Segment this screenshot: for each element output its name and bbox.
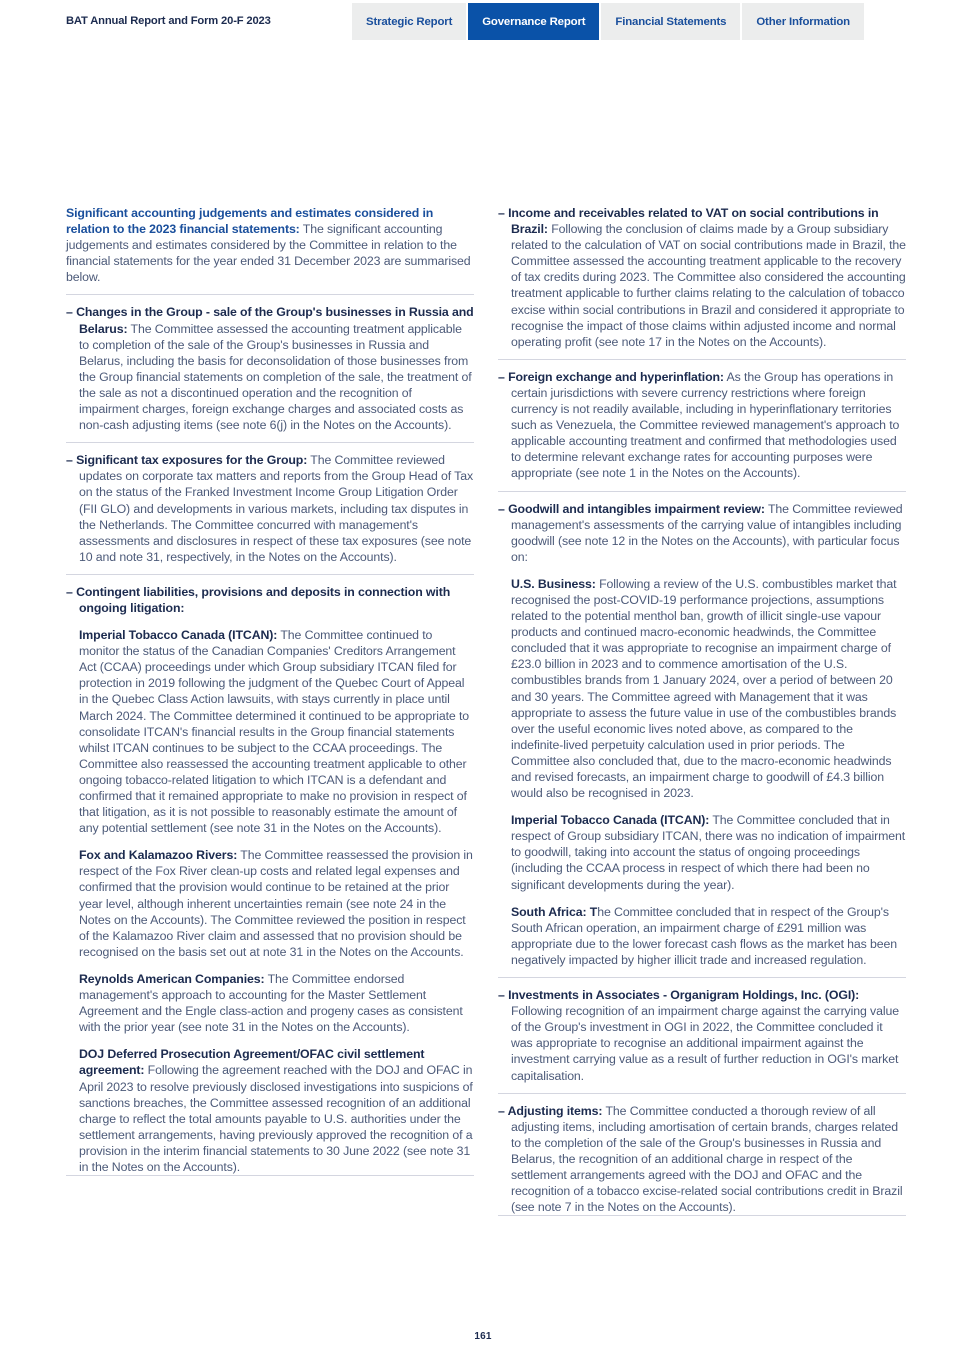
item-heading-paragraph bbox=[66, 584, 474, 616]
sub-item-body: The Committee endorsed management's approach to accounting for the Master Settlement Agreement and the Engle class-action and progeny cases as consistent with the prior year (see note 31 in the Notes on the Accounts). bbox=[79, 971, 463, 1035]
bullet-dash-icon: – bbox=[498, 1103, 508, 1118]
item-body: The Committee conducted a thorough review of all adjusting items, including amortisation of certain brands, charges related to the completion of the sale of the Group's businesses in Russia and Belarus, the recognition of an additional charge in respect of the settlement arrangements agreed with the DOJ and OFAC and the recognition of a tobacco excise-related social contributions credit in Brazil (see note 7 in the Notes on the Accounts). bbox=[511, 1103, 903, 1215]
item-paragraph bbox=[498, 501, 906, 565]
bullet-dash-icon: – bbox=[498, 206, 509, 220]
document-title: BAT Annual Report and Form 20-F 2023 bbox=[66, 15, 271, 27]
item-lead: Investments in Associates - Organigram Holdings, Inc. (OGI): bbox=[508, 988, 860, 1003]
item-body: The Committee reviewed management's assessments of the carrying value of intangibles including goodwill (see note 12 in the Notes on the Accounts), with particular focus on: bbox=[511, 501, 903, 564]
item-paragraph bbox=[498, 1103, 906, 1216]
sub-item-lead: Fox and Kalamazoo Rivers: bbox=[79, 848, 238, 863]
item-body: The Committee assessed the accounting treatment applicable to completion of the sale of the Group's businesses in Russia and Belarus, including the basis for deconsolidation of those businesses from the Group financial statements on completion of the sale, the treatment of the sale as not a discontinued operation and the recognition of impairment charges, foreign exchange charges and associated costs as non-cash adjusting items (see note 6(j) in the Notes on the Accounts). bbox=[79, 321, 472, 433]
item-paragraph bbox=[66, 304, 474, 433]
bullet-dash-icon: – bbox=[66, 584, 77, 599]
sub-item-lead: Imperial Tobacco Canada (ITCAN): bbox=[511, 813, 710, 828]
sub-item-lead: South Africa: T bbox=[511, 904, 598, 919]
section-tab-bar bbox=[352, 3, 864, 40]
item-body: Following recognition of an impairment charge against the carrying value of the Group's investment in OGI in 2022, the Committee concluded it was appropriate to recognise an additional impairment against the investment carrying value as a result of further reduction in OGI's market capitalisation. bbox=[511, 1004, 899, 1083]
sub-item-doj-ofac bbox=[66, 1046, 474, 1175]
sub-item-body: The Committee reassessed the provision in respect of the Fox River clean-up costs and related legal expenses and confirmed that the provision would continue to be retained at the prior year level, although inherent uncertainties remain (see note 24 in the Notes on the Accounts). The Committee reviewed the position in respect of the Kalamazoo River claim and assessed that no provision should be recognised on the basis set out at note 31 in the Notes on the Accounts. bbox=[79, 848, 473, 959]
sub-item-lead: U.S. Business: bbox=[511, 576, 596, 591]
item-vat-brazil bbox=[498, 205, 906, 356]
intro-block bbox=[66, 205, 474, 291]
item-adjusting-items bbox=[498, 1093, 906, 1217]
intro-heading: Significant accounting judgements and estimates considered in relation to the 2023 financial statements: bbox=[66, 206, 434, 237]
sub-item-lead: Imperial Tobacco Canada (ITCAN): bbox=[79, 628, 278, 643]
item-changes-in-group bbox=[66, 294, 474, 439]
item-paragraph bbox=[66, 452, 474, 565]
item-body: The Committee reviewed updates on corporate tax matters and reports from the Group Head of Tax on the status of the Franked Investment Income Group Litigation Order (FII GLO) and developments in various markets, including tax disputes in the Netherlands. The Committee concurred with management's assessments and disclosures in respect of these tax exposures (see note 10 and note 31, respectively, in the Notes on the Accounts). bbox=[79, 453, 474, 564]
tab-other-information[interactable]: Other Information bbox=[742, 3, 864, 40]
item-lead: Foreign exchange and hyperinflation: bbox=[508, 369, 724, 384]
item-paragraph bbox=[498, 369, 906, 482]
item-lead: Goodwill and intangibles impairment review: bbox=[508, 501, 765, 516]
page-body bbox=[66, 205, 906, 1216]
item-lead: Changes in the Group - sale of the Group's businesses in Russia and Belarus: bbox=[76, 305, 474, 336]
sub-item-reynolds-american bbox=[66, 971, 474, 1035]
page-header bbox=[0, 0, 966, 46]
item-foreign-exchange-hyperinflation bbox=[498, 359, 906, 488]
sub-item-fox-kalamazoo bbox=[66, 847, 474, 960]
item-paragraph bbox=[498, 205, 906, 350]
item-goodwill-impairment-review bbox=[498, 491, 906, 975]
item-body: As the Group has operations in certain jurisdictions with severe currency restrictions where foreign currency is not readily available, including in hyperinflationary territories such as Venezuela, the Committee reviewed management's approach to applicable accounting treatment and confirmed that methodologies used to determine relevant exchange rates for accounting purposes were appropriate (see note 1 in the Notes on the Accounts). bbox=[511, 369, 900, 481]
sub-item-body: The Committee concluded that in respect of Group subsidiary ITCAN, there was no indication of impairment to goodwill, taking into account the status of ongoing proceedings (including the CCAA process in respect of which there had been no significant developments during the year). bbox=[511, 813, 906, 892]
item-lead: Significant tax exposures for the Group: bbox=[76, 453, 308, 468]
item-lead: Contingent liabilities, provisions and deposits in connection with ongoing litigation: bbox=[76, 584, 451, 615]
intro-paragraph bbox=[66, 205, 474, 285]
item-significant-tax-exposures bbox=[66, 442, 474, 571]
bullet-dash-icon: – bbox=[498, 501, 509, 516]
sub-item-body: Following a review of the U.S. combustibles market that recognised the post-COVID-19 performance projections, assumptions related to the potential menthol ban, growth of illicit single-use vapour products and continued macro-economic headwinds, the Committee concluded that it was appropriate to recognise an impairment charge of £23.0 billion in 2023 and to commence amortisation of the U.S. combustibles brands from 1 January 2024, over a period of between 20 and 30 years. The Committee agreed with Management that it was appropriate to assess the future value in use of the combustibles brands over the useful economic lives noted above, as compared to the indefinite-lived perpetuity calculation used in prior periods. The Committee also concluded that, due to the macro-economic headwinds and revised forecasts, an impairment charge to goodwill of £4.3 billion would also be recognised in 2023. bbox=[511, 576, 897, 801]
sub-item-itcan bbox=[66, 627, 474, 836]
item-body: Following the conclusion of claims made by a Group subsidiary related to the calculation of VAT on social contributions made in Brazil, the Committee assessed the accounting treatment applicable to the recovery of tax credits during 2023. The Committee also considered the accounting treatment applicable to further claims relating to the calculation of tobacco excise within social contributions in Brazil and considered it appropriate to recognise the impact of those claims within adjusted income and normal operating profit (see note 17 in the Notes on the Accounts). bbox=[511, 222, 906, 349]
item-contingent-liabilities bbox=[66, 574, 474, 1176]
bullet-dash-icon: – bbox=[498, 988, 509, 1003]
right-column bbox=[498, 205, 906, 1216]
sub-item-lead: Reynolds American Companies: bbox=[79, 971, 265, 986]
item-investments-in-associates-ogi bbox=[498, 977, 906, 1090]
tab-financial-statements[interactable]: Financial Statements bbox=[601, 3, 740, 40]
left-column bbox=[66, 205, 474, 1216]
sub-item-body: Following the agreement reached with the DOJ and OFAC in April 2023 to resolve previously disclosed investigations into suspicions of sanctions breaches, the Committee assessed recognition of an additional charge to reflect the total amounts payable to U.S. authorities under the settlement arrangements, having previously approved the recognition of a provision in the interim financial statements to 30 June 2022 (see note 31 in the Notes on the Accounts). bbox=[79, 1063, 473, 1174]
sub-item-lead: DOJ Deferred Prosecution Agreement/OFAC civil settlement agreement: bbox=[79, 1047, 425, 1078]
tab-governance-report[interactable]: Governance Report bbox=[468, 3, 599, 40]
sub-item-itcan bbox=[498, 812, 906, 892]
tab-strategic-report[interactable]: Strategic Report bbox=[352, 3, 466, 40]
item-lead: Adjusting items: bbox=[507, 1103, 603, 1118]
sub-item-us-business bbox=[498, 576, 906, 801]
item-lead: Income and receivables related to VAT on social contributions in Brazil: bbox=[508, 206, 879, 237]
sub-item-body: The Committee continued to monitor the status of the Canadian Companies' Creditors Arrangement Act (CCAA) proceedings under which Group subsidiary ITCAN filed for protection in 2019 following the judgment of the Quebec Court of Appeal in the Quebec Class Action lawsuits, with stays currently in place until March 2024. The Committee determined it continued to be appropriate to consolidate ITCAN's financial results in the Group financial statements whilst ITCAN continues to be subject to the CCAA proceedings. The Committee also reassessed the accounting treatment applicable to other ongoing tobacco-related litigation to which ITCAN is a defendant and confirmed that it remained appropriate to make no provision in respect of that litigation, as it is not possible to reasonably estimate the amount of any potential settlement (see note 31 in the Notes on the Accounts). bbox=[79, 628, 470, 836]
page-number: 161 bbox=[474, 1331, 492, 1342]
item-paragraph bbox=[498, 987, 906, 1084]
sub-item-body: he Committee concluded that in respect of the Group's South African operation, an impairment charge of £291 million was appropriate due to the lower forecast cash flows as the market has been negatively impacted by higher illicit trade and increased regulation. bbox=[511, 904, 898, 967]
intro-body: The significant accounting judgements and estimates considered by the Committee in relation to the financial statements for the year ended 31 December 2023 are summarised below. bbox=[66, 222, 471, 285]
bullet-dash-icon: – bbox=[498, 369, 509, 384]
bullet-dash-icon: – bbox=[66, 453, 77, 468]
sub-item-south-africa bbox=[498, 904, 906, 968]
bullet-dash-icon: – bbox=[66, 305, 77, 320]
